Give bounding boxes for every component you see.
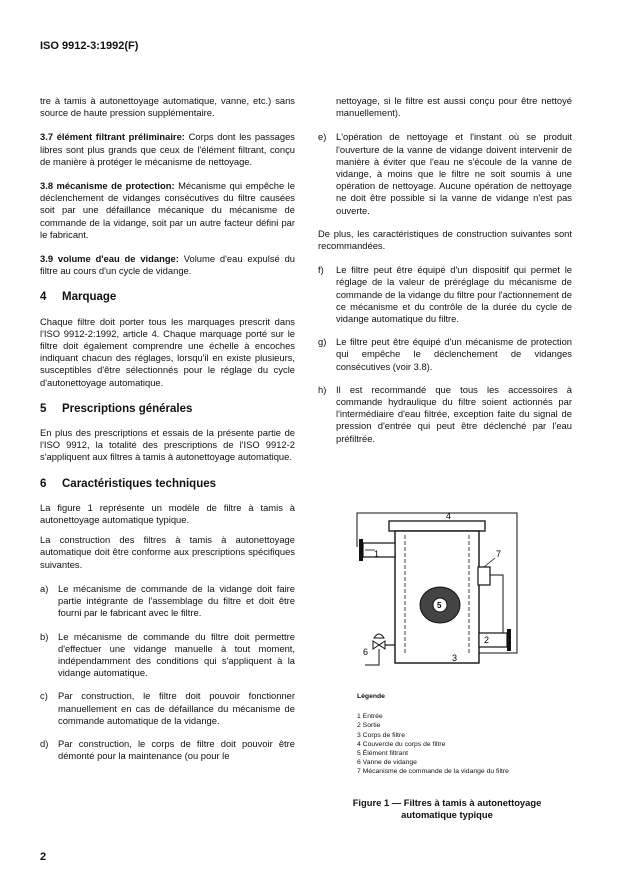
figure-caption: [322, 797, 572, 821]
term: 3.7 élément filtrant préliminaire:: [40, 131, 185, 143]
list-item: [318, 384, 572, 445]
term-text: Volume d'eau expulsé du filtre au cours d'un cycle de vidange.: [40, 253, 296, 277]
item-label: f): [318, 264, 324, 276]
callout-7: 7: [496, 549, 502, 559]
legend-item: 7 Mécanisme de commande de la vidange du filtre: [357, 768, 509, 776]
legend-item: 4 Couvercle du corps de filtre: [357, 740, 446, 748]
intro-text: tre à tamis à autonettoyage automatique, vanne, etc.) sans source de haute pression supplémentaire.: [40, 95, 295, 119]
list-item: [40, 690, 295, 727]
section-number: 5: [40, 402, 47, 415]
callout-leader: [484, 558, 495, 567]
callout-3: 3: [452, 653, 458, 663]
section-6-para-1: La figure 1 représente un modèle de filtre à tamis à autonettoyage automatique typique.: [40, 501, 295, 526]
outlet-flange: [507, 629, 511, 651]
term-text: Corps dont les passages libres sont plus grands que ceux de l'élément filtrant, conçu de manière à protéger le mécanisme de nettoyage.: [40, 131, 295, 167]
callout-1: 1: [374, 549, 380, 559]
legend-item: 6 Vanne de vidange: [357, 759, 417, 767]
item-label: d): [40, 737, 49, 749]
section-6-para-2: La construction des filtres à tamis à autonettoyage automatique doit être conforme aux prescriptions spécifiques suivantes.: [40, 534, 295, 570]
term: 3.8 mécanisme de protection:: [40, 180, 175, 192]
legend-title: Légende: [357, 693, 385, 700]
item-label: b): [40, 630, 49, 642]
list-item: [318, 131, 572, 216]
section-number: 4: [40, 291, 47, 304]
definition-3-7: [40, 131, 295, 168]
page-number: 2: [40, 851, 47, 863]
term-text: Mécanisme qui empêche le déclenchement de vidanges consécutives du filtre causées soit par une défaillance mécanique du mécanisme de commande de la vidange, soit par un autre facteur défini par le fabricant.: [40, 180, 295, 240]
term: 3.9 volume d'eau de vidange:: [40, 253, 179, 265]
section-4-heading: [40, 291, 295, 303]
item-label: c): [40, 690, 48, 702]
left-column: [40, 95, 295, 773]
callout-6: 6: [363, 647, 369, 657]
item-label: e): [318, 131, 327, 143]
recommendation-intro: De plus, les caractéristiques de construction suivantes sont recommandées.: [318, 227, 572, 252]
section-number: 6: [40, 477, 47, 490]
section-6-heading: [40, 478, 295, 490]
definition-3-8: [40, 180, 295, 241]
legend-item: 5 Élément filtrant: [357, 750, 408, 758]
callout-5: 5: [437, 601, 442, 610]
list-item: [40, 738, 295, 762]
caption-line: automatique typique: [401, 809, 493, 820]
item-text: Par construction, le corps de filtre doit pouvoir être démonté pour la maintenance (ou pour le: [58, 737, 295, 762]
item-text: Par construction, le filtre doit pouvoir fonctionner manuellement en cas de défaillance du mécanisme de commande automatique de la vidange.: [58, 690, 295, 726]
section-5-heading: [40, 403, 295, 415]
list-item: [40, 583, 295, 620]
item-text: Le mécanisme de commande de la vidange doit faire partie intégrante de l'assemblage du filtre et doit être fourni par le fabricant avec le filtre.: [58, 582, 295, 619]
figure-legend: [357, 692, 509, 777]
callout-2: 2: [484, 635, 490, 645]
section-title: Caractéristiques techniques: [62, 477, 217, 490]
caption-line: Figure 1 — Filtres à tamis à autonettoyage: [352, 797, 542, 808]
control-box: [478, 567, 490, 585]
section-title: Prescriptions générales: [62, 402, 193, 415]
right-column: [318, 95, 572, 456]
continuation-text: nettoyage, si le filtre est aussi conçu pour être nettoyé manuellement).: [336, 95, 572, 119]
item-text: Le filtre peut être équipé d'un dispositif qui permet le réglage de la valeur de préréglage du mécanisme de commande de la vidange du filtre pour l'actionnement de ce mécanisme et du contrôle de la durée du cycle de vidange automatique du filtre.: [336, 264, 572, 325]
legend-item: 3 Corps de filtre: [357, 731, 405, 739]
command-line-side: [490, 575, 503, 633]
inlet-flange: [359, 539, 363, 561]
legend-item: 2 Sortie: [357, 722, 381, 730]
callout-4: 4: [446, 511, 452, 521]
section-title: Marquage: [62, 291, 117, 304]
filter-cover: [389, 521, 485, 531]
item-label: a): [40, 582, 49, 594]
legend-item: 1 Entrée: [357, 713, 383, 721]
item-text: L'opération de nettoyage et l'instant où se produit l'ouverture de la vanne de vidange doivent intervenir de manière à éviter que l'eau ne s'écoule de la vanne de vidange, à moins que le filtre ne soit soumis à une opération de nettoyage. Aucune opération de nettoyage ne doit être possible si la vanne de vidange n'est pas ouverte.: [336, 131, 572, 216]
item-text: Le mécanisme de commande du filtre doit permettre d'effectuer une vidange manuelle à tout moment, indépendamment des conditions qui s'appliquent à la vidange automatique.: [58, 630, 295, 679]
item-text: Le filtre peut être équipé d'un mécanisme de protection qui empêche le déclenchement de vidanges consécutives (voir 3.8).: [336, 336, 572, 372]
section-4-text: Chaque filtre doit porter tous les marquages prescrit dans l'ISO 9912-2:1992, article 4. Chaque marquage porté sur le filtre doit également comprendre une échelle à encoches indiquant chacun des réglages, lorsqu'il en existe plusieurs, susceptibles d'être sélectionnés pour le réglage du cycle d'autonettoyage automatique.: [40, 315, 295, 388]
item-label: h): [318, 383, 327, 395]
list-item: [318, 336, 572, 373]
item-label: g): [318, 336, 327, 348]
list-item: [40, 631, 295, 680]
drain-valve: [373, 641, 385, 649]
valve-actuator: [374, 634, 384, 638]
filter-diagram: [345, 505, 535, 675]
list-item: [318, 264, 572, 325]
section-5-text: En plus des prescriptions et essais de la présente partie de l'ISO 9912, la totalité des prescriptions de l'ISO 9912-2 s'appliquent aux filtres à tamis à autonettoyage automatique.: [40, 427, 295, 463]
definition-3-9: [40, 253, 295, 277]
document-id: ISO 9912-3:1992(F): [40, 40, 139, 52]
item-text: Il est recommandé que tous les accessoires à commande hydraulique du filtre soient actionnés par l'intermédiaire d'eau filtrée, exception faite du signal de pression d'entrée qui peut être déclenché par l'eau préfiltrée.: [336, 383, 572, 444]
